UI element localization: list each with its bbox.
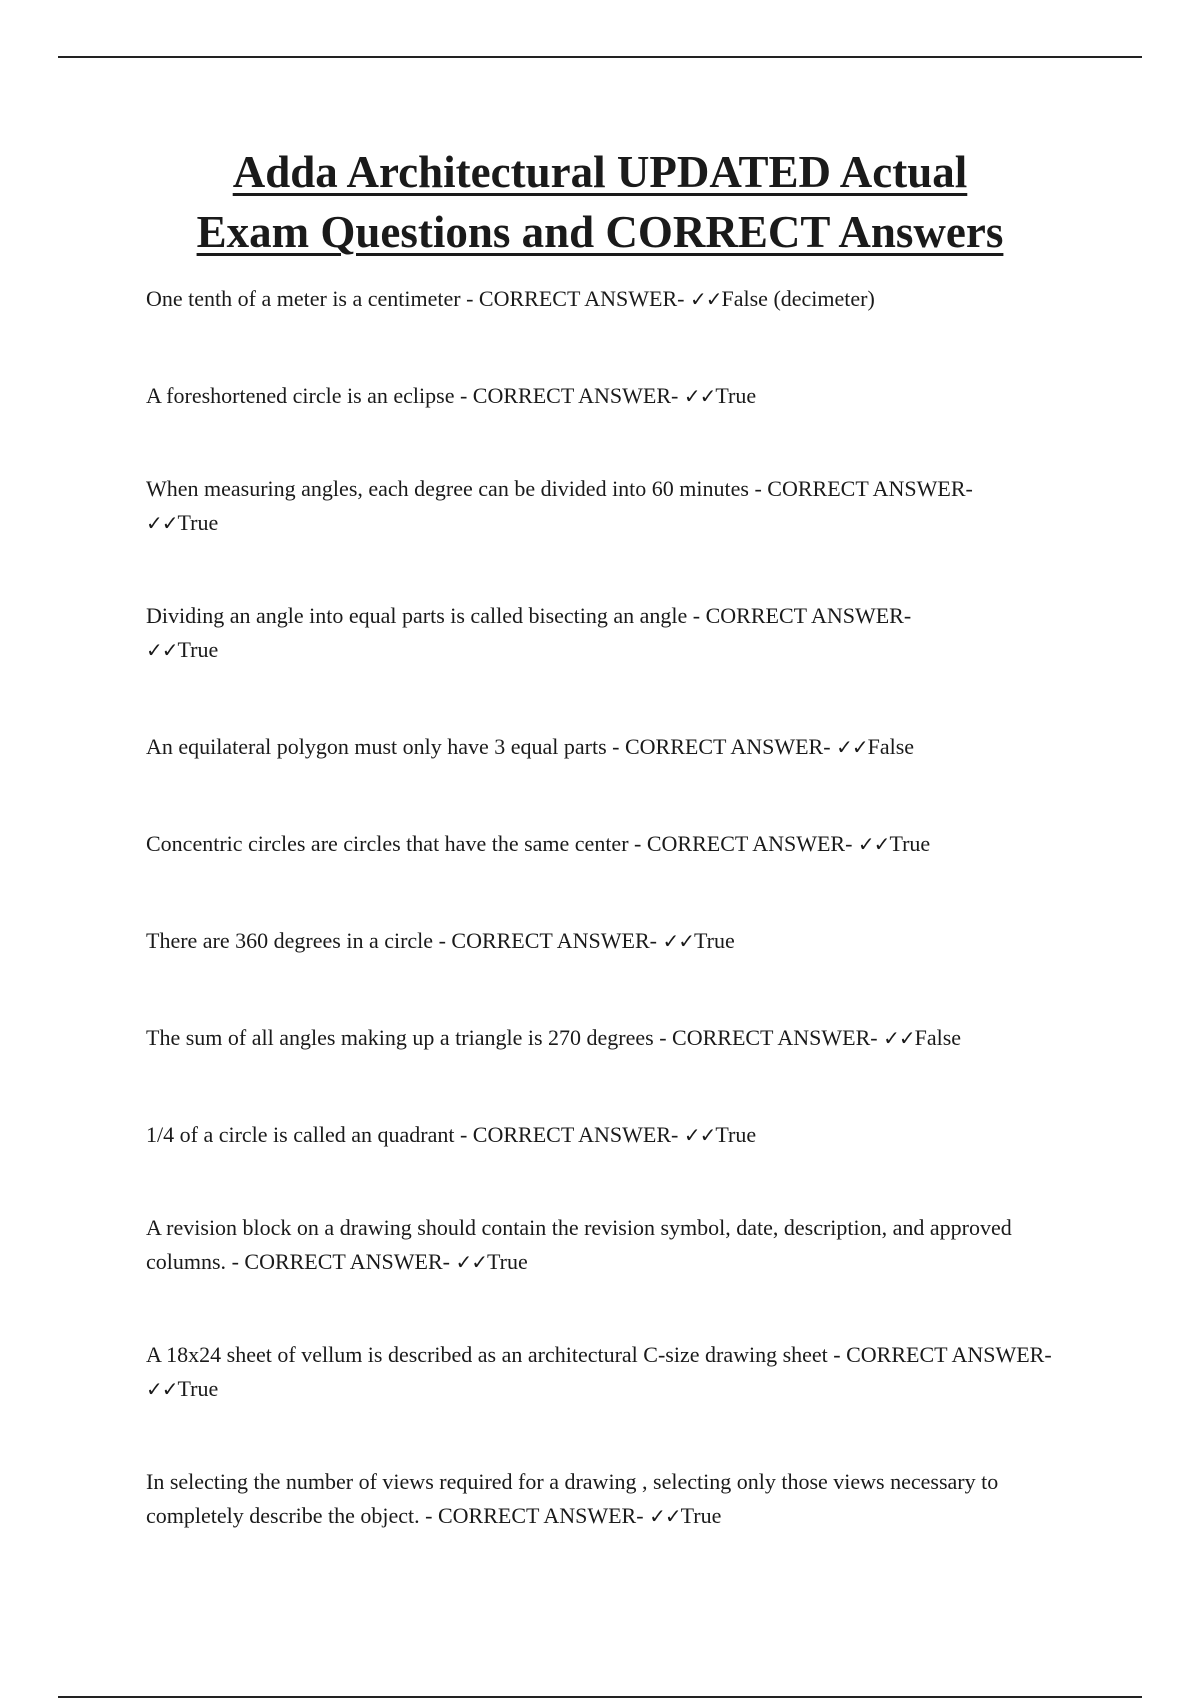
- question-text: Dividing an angle into equal parts is called bisecting an angle: [146, 603, 688, 628]
- answer-marker: - CORRECT ANSWER-: [459, 383, 679, 408]
- answer-marker: - CORRECT ANSWER-: [692, 603, 912, 628]
- question-text: An equilateral polygon must only have 3 equal parts: [146, 734, 607, 759]
- qa-item: [146, 1118, 1066, 1152]
- qa-item: [146, 827, 1066, 861]
- qa-item: [146, 379, 1066, 413]
- question-text: 1/4 of a circle is called an quadrant: [146, 1122, 455, 1147]
- top-rule: [58, 56, 1142, 58]
- answer-text: True: [889, 831, 931, 856]
- qa-item: [146, 924, 1066, 958]
- bottom-rule: [58, 1696, 1142, 1698]
- qa-list: [146, 282, 1066, 1533]
- question-text: A 18x24 sheet of vellum is described as an architectural C-size drawing sheet: [146, 1342, 828, 1367]
- qa-item: [146, 1338, 1066, 1406]
- qa-item: [146, 1021, 1066, 1055]
- answer-marker: - CORRECT ANSWER-: [612, 734, 831, 759]
- qa-item: [146, 282, 1066, 316]
- answer-text: True: [680, 1503, 722, 1528]
- answer-text: False: [914, 1025, 962, 1050]
- double-check-icon: ✓✓: [683, 384, 716, 408]
- answer-text: True: [177, 637, 219, 662]
- question-text: There are 360 degrees in a circle: [146, 928, 434, 953]
- answer-marker: - CORRECT ANSWER-: [634, 831, 853, 856]
- double-check-icon: ✓✓: [883, 1026, 915, 1050]
- question-text: A revision block on a drawing should contain the revision symbol, date, description, and approved columns.: [146, 1215, 1012, 1274]
- question-text: The sum of all angles making up a triangle is 270 degrees: [146, 1025, 654, 1050]
- answer-marker: - CORRECT ANSWER-: [754, 476, 973, 501]
- double-check-icon: ✓✓: [662, 929, 694, 953]
- page-title: [0, 142, 1200, 262]
- title-line-2: Exam Questions and CORRECT Answers: [196, 207, 1004, 257]
- qa-item: [146, 1465, 1066, 1533]
- answer-marker: - CORRECT ANSWER-: [466, 286, 685, 311]
- answer-text: True: [715, 383, 757, 408]
- double-check-icon: ✓✓: [689, 287, 722, 311]
- answer-text: True: [177, 1376, 219, 1401]
- answer-text: True: [177, 510, 219, 535]
- double-check-icon: ✓✓: [146, 638, 178, 662]
- double-check-icon: ✓✓: [836, 735, 868, 759]
- answer-text: True: [693, 928, 735, 953]
- qa-item: [146, 599, 1066, 667]
- double-check-icon: ✓✓: [146, 1377, 178, 1401]
- answer-text: True: [715, 1122, 757, 1147]
- answer-marker: - CORRECT ANSWER-: [833, 1342, 1052, 1367]
- question-text: Concentric circles are circles that have the same center: [146, 831, 629, 856]
- answer-marker: - CORRECT ANSWER-: [459, 1122, 679, 1147]
- qa-item: [146, 730, 1066, 764]
- qa-item: [146, 472, 1066, 540]
- answer-text: True: [486, 1249, 528, 1274]
- question-text: One tenth of a meter is a centimeter: [146, 286, 461, 311]
- question-text: In selecting the number of views required for a drawing , selecting only those views necessary to completely describe the object.: [146, 1469, 999, 1528]
- answer-text: False: [867, 734, 915, 759]
- double-check-icon: ✓✓: [683, 1123, 716, 1147]
- double-check-icon: ✓✓: [649, 1504, 681, 1528]
- answer-marker: - CORRECT ANSWER-: [425, 1503, 644, 1528]
- answer-marker: - CORRECT ANSWER-: [231, 1249, 450, 1274]
- answer-marker: - CORRECT ANSWER-: [438, 928, 657, 953]
- question-text: When measuring angles, each degree can be divided into 60 minutes: [146, 476, 749, 501]
- double-check-icon: ✓✓: [455, 1250, 487, 1274]
- double-check-icon: ✓✓: [857, 832, 890, 856]
- qa-item: [146, 1211, 1066, 1279]
- answer-text: False (decimeter): [721, 286, 875, 311]
- title-line-1: Adda Architectural UPDATED Actual: [232, 147, 968, 197]
- answer-marker: - CORRECT ANSWER-: [659, 1025, 878, 1050]
- double-check-icon: ✓✓: [146, 511, 178, 535]
- question-text: A foreshortened circle is an eclipse: [146, 383, 455, 408]
